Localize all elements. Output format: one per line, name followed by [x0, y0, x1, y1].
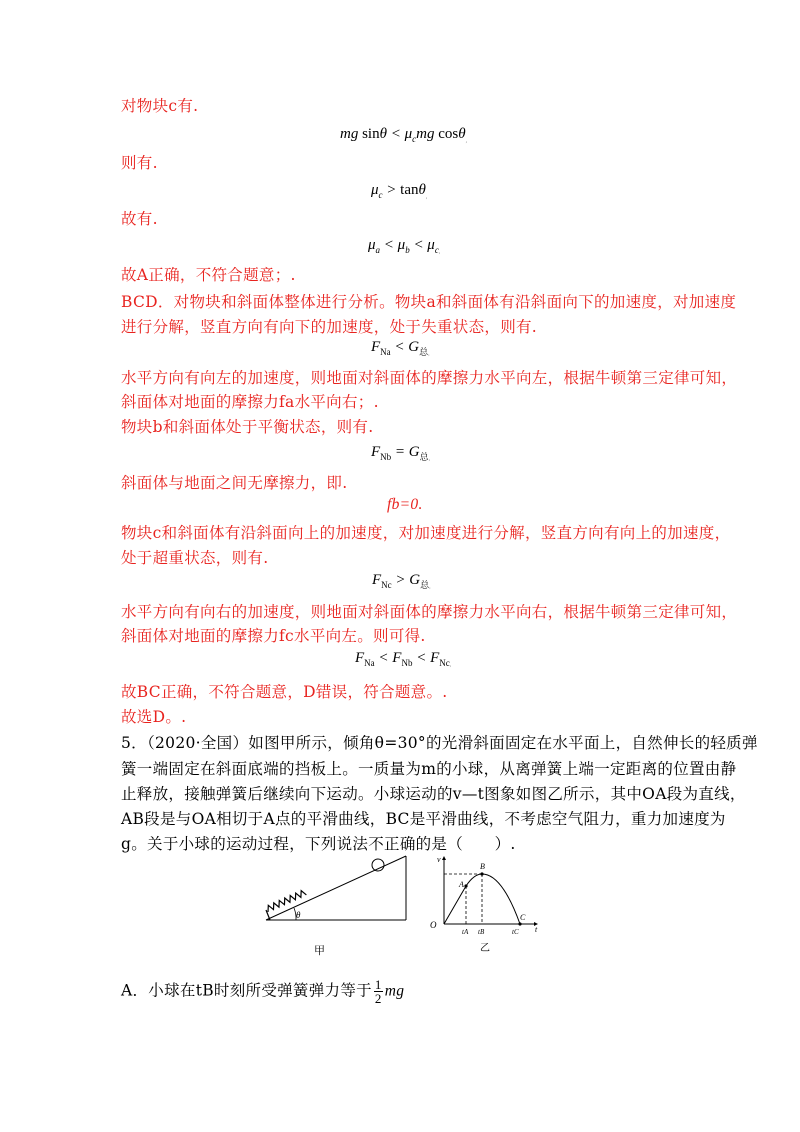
solution-line: 进行分解，竖直方向有向下的加速度，处于失重状态，则有. — [121, 318, 538, 336]
angle-label: θ — [296, 910, 301, 920]
caption-yi: 乙 — [480, 943, 490, 954]
figure-incline — [258, 852, 418, 958]
figure-vt-graph — [426, 852, 550, 958]
solution-line: 对物块c有. — [121, 97, 199, 115]
incline-surface — [266, 856, 406, 920]
question-line: g。关于小球的运动过程，下列说法不正确的是（ ）. — [121, 835, 516, 853]
solution-line: 水平方向有向左的加速度，则地面对斜面体的摩擦力水平向左，根据牛顿第三定律可知， — [121, 369, 738, 387]
formula-fnc: $F_{Nc} > G_{总,}$ — [372, 572, 431, 590]
solution-line: 处于超重状态，则有. — [121, 549, 269, 567]
solution-line: 则有. — [121, 154, 158, 172]
question-line: 止释放，接触弹簧后继续向下运动。小球运动的v—t图象如图乙所示，其中OA段为直线， — [121, 785, 746, 803]
solution-line: 物块c和斜面体有沿斜面向上的加速度，对加速度进行分解，竖直方向有向上的加速度， — [121, 524, 731, 542]
fraction-numerator: 1 — [374, 977, 382, 992]
formula-friction-c: mg $\sin\theta < \mu_cmg$ cosθ$_,$ — [340, 126, 468, 144]
formula-mu-tan: $\mu_c > \tan\theta_,$ — [371, 182, 428, 200]
solution-line: 故有. — [121, 210, 158, 228]
option-a — [121, 978, 404, 1005]
question-line: AB段是与OA相切于A点的平滑曲线，BC是平滑曲线，不考虑空气阻力，重力加速度为 — [121, 810, 726, 828]
solution-line: 故BC正确，不符合题意，D错误，符合题意。. — [121, 683, 448, 701]
t-axis-label: t — [535, 925, 538, 934]
formula-fn-order: $F_{Na} < F_{Nb} < F_{Nc,}$ — [355, 650, 452, 668]
option-a-unit: mg — [384, 982, 405, 1000]
point-c-marker — [518, 922, 521, 925]
point-c-label: C — [520, 913, 526, 922]
solution-line: 故A正确，不符合题意；. — [121, 266, 296, 284]
solution-line: 水平方向有向右的加速度，则地面对斜面体的摩擦力水平向右，根据牛顿第三定律可知， — [121, 603, 738, 621]
solution-line: BCD．对物块和斜面体整体进行分析。物块a和斜面体有沿斜面向下的加速度，对加速度 — [121, 293, 737, 311]
solution-line: 斜面体对地面的摩擦力fa水平向右；. — [121, 393, 379, 411]
question-line: 5．（2020·全国）如图甲所示，倾角θ=30°的光滑斜面固定在水平面上，自然伸长的轻质弹 — [121, 734, 758, 752]
spring — [266, 889, 307, 912]
origin-label: O — [430, 920, 437, 930]
solution-line: 斜面体与地面之间无摩擦力，即. — [121, 474, 348, 492]
formula-fna: $F_{Na} < G_{总,}$ — [371, 339, 430, 357]
tick-tc: tC — [512, 928, 519, 936]
caption-jia: 甲 — [314, 944, 325, 957]
solution-line: 物块b和斜面体处于平衡状态，则有. — [121, 418, 374, 436]
point-a-label: A — [459, 880, 464, 889]
point-b-label: B — [480, 862, 485, 871]
fraction-denominator: 2 — [374, 991, 382, 1006]
formula-fnb: $F_{Nb} = G_{总,}$ — [371, 444, 431, 462]
v-axis-label: v — [437, 855, 441, 864]
tick-ta: tA — [462, 928, 469, 936]
v-axis-arrow — [442, 856, 446, 860]
solution-line: 斜面体对地面的摩擦力fc水平向左。则可得. — [121, 627, 426, 645]
formula-mu-order: $\mu_a < \mu_b < \mu_{c,}$ — [368, 237, 441, 255]
fraction-one-half — [374, 978, 383, 1005]
point-a-marker — [464, 884, 467, 887]
solution-line: 故选D。. — [121, 708, 187, 726]
point-b-marker — [480, 872, 483, 875]
question-line: 簧一端固定在斜面底端的挡板上。一质量为m的小球，从离弹簧上端一定距离的位置由静 — [121, 760, 737, 778]
tick-tb: tB — [478, 928, 485, 936]
option-a-text: A．小球在tB时刻所受弹簧弹力等于 — [121, 981, 372, 1000]
solution-line: fb=0. — [387, 496, 423, 513]
